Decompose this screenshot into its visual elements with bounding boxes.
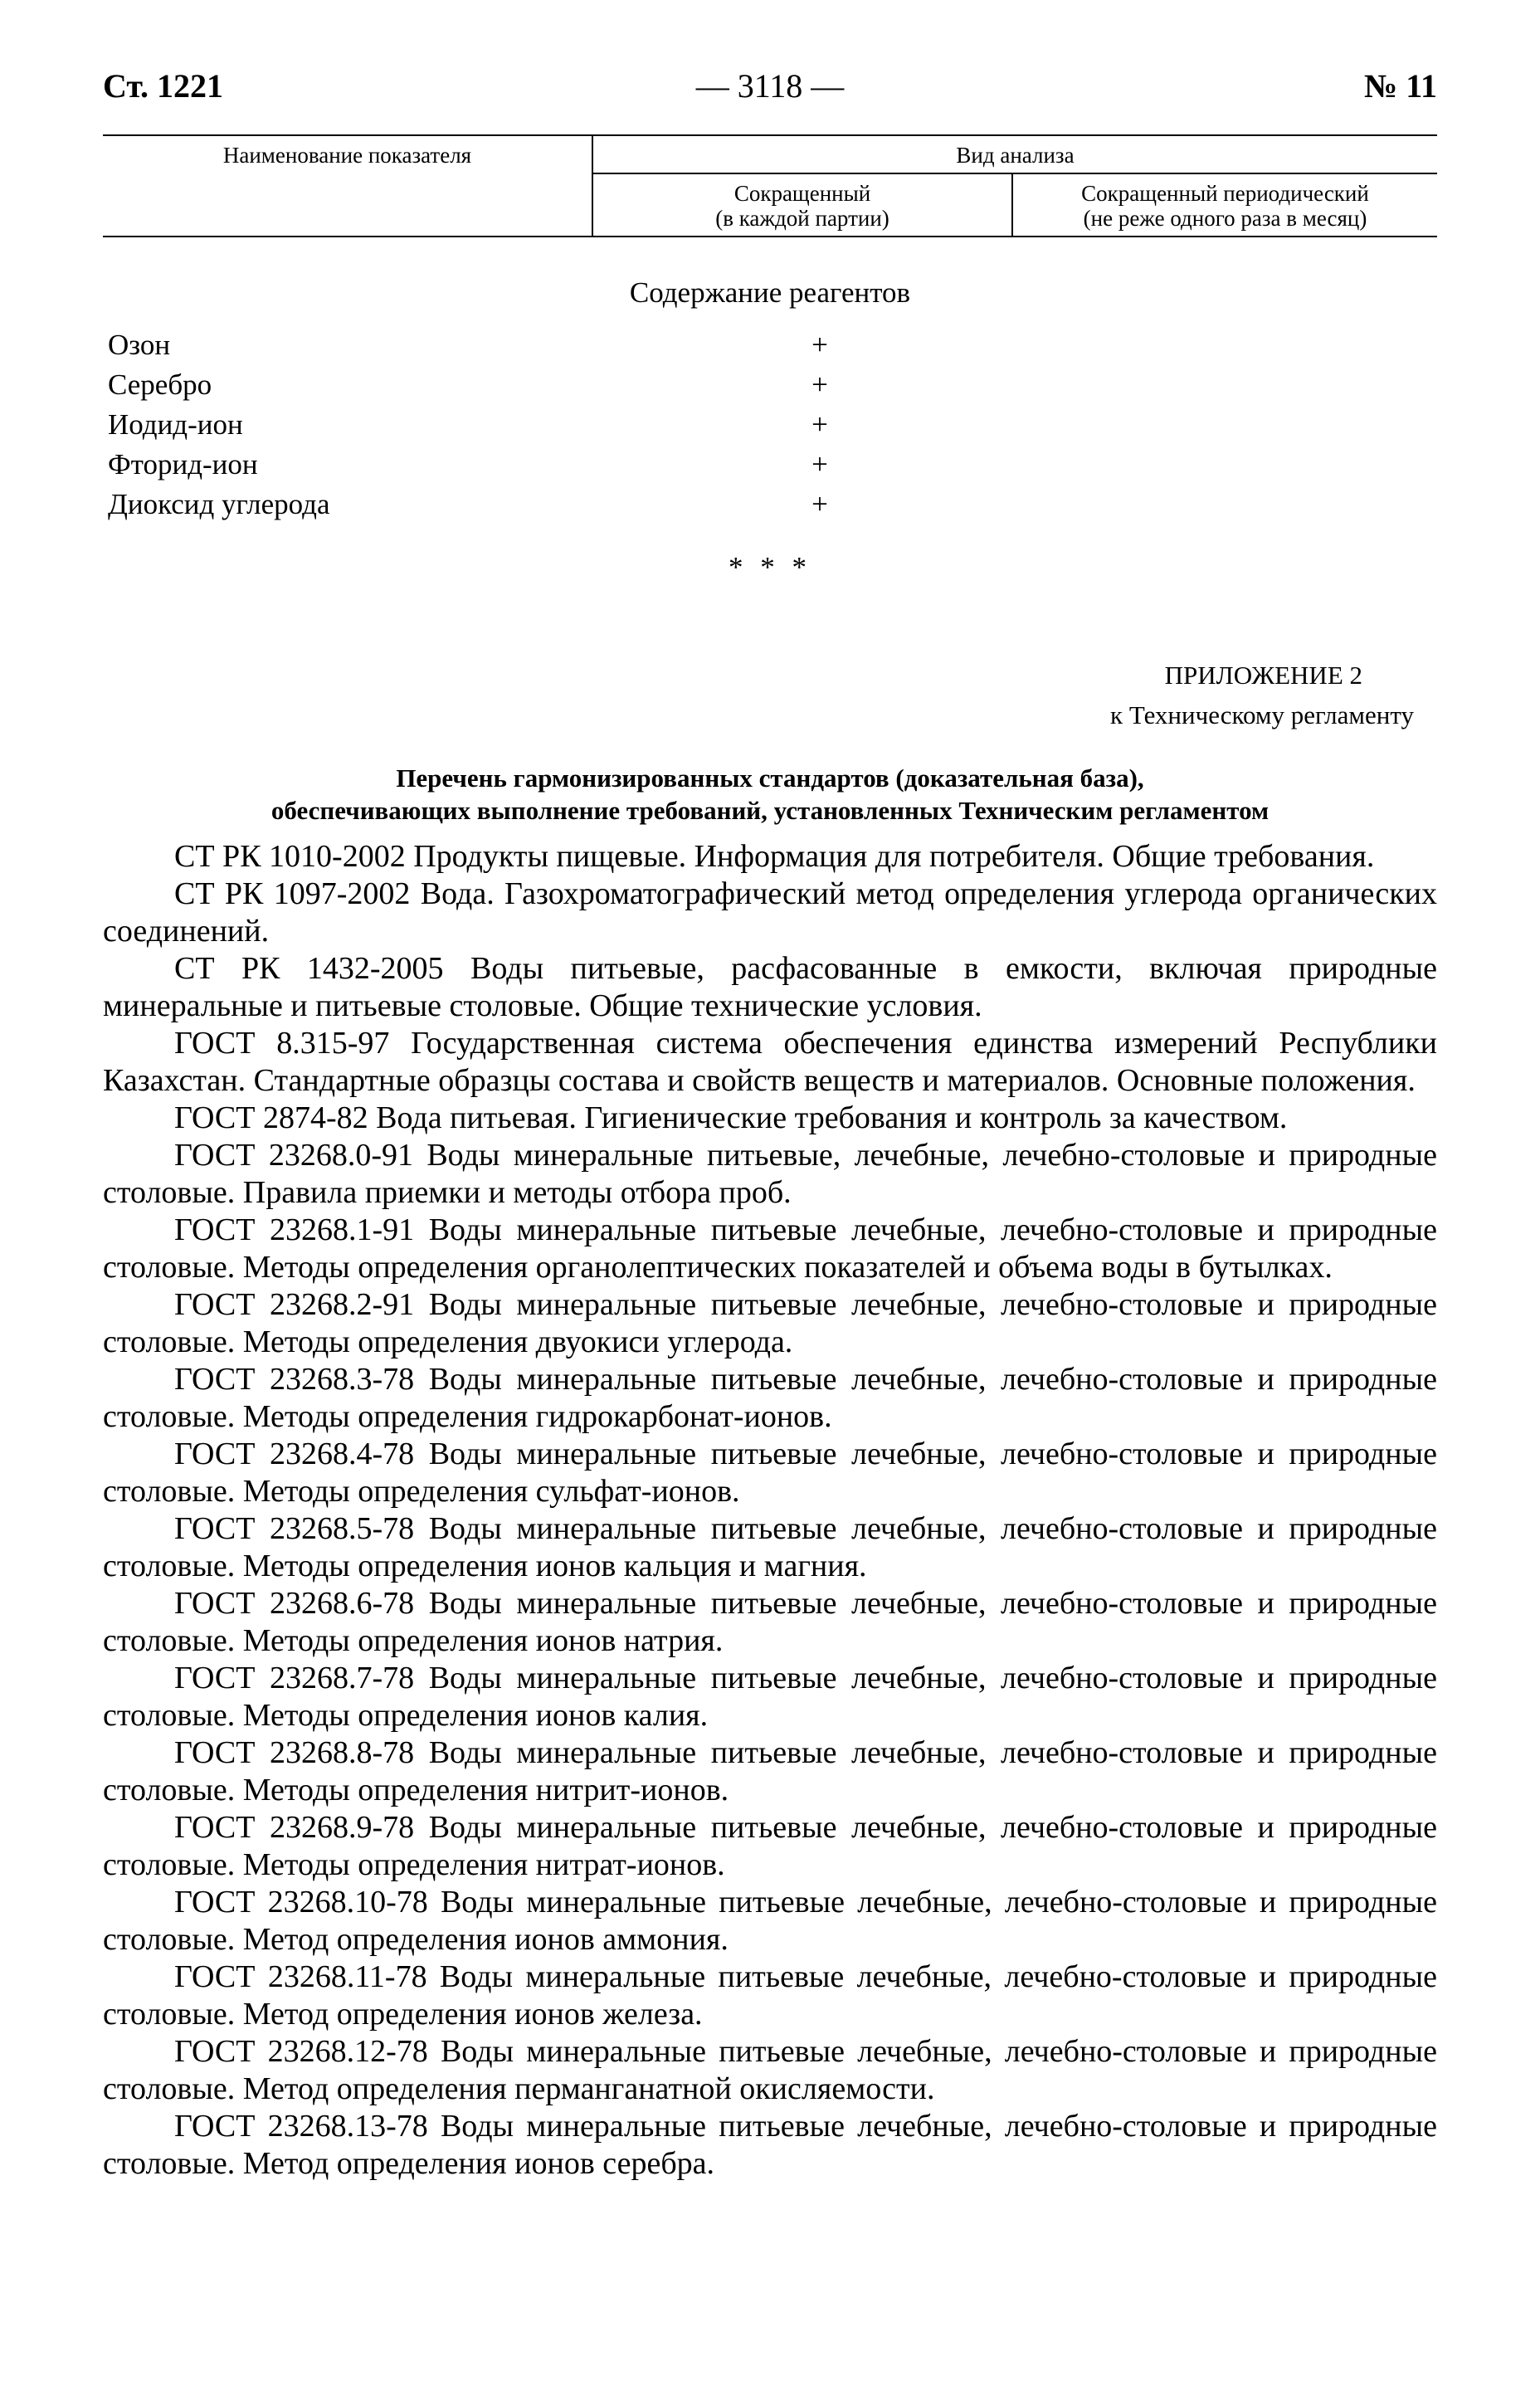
section-separator: * * *: [729, 551, 811, 583]
periodic-analysis-header: Сокращенный периодический (не реже одного раза в месяц): [1012, 173, 1437, 237]
list-item: [108, 445, 1270, 485]
list-item: ГОСТ 23268.8-78 Воды минеральные питьевые лечебные, лечебно-столовые и природные столовые. Методы определения нитрит-ионов.: [103, 1735, 1437, 1807]
list-item: ГОСТ 2874-82 Вода питьевая. Гигиенические требования и контроль за качеством.: [174, 1100, 1288, 1135]
list-item: ГОСТ 23268.0-91 Воды минеральные питьевые, лечебные, лечебно-столовые и природные столовые. Правила приемки и методы отбора проб.: [103, 1138, 1437, 1210]
list-item: ГОСТ 23268.7-78 Воды минеральные питьевые лечебные, лечебно-столовые и природные столовые. Методы определения ионов калия.: [103, 1661, 1437, 1733]
list-item: ГОСТ 23268.1-91 Воды минеральные питьевые лечебные, лечебно-столовые и природные столовые. Методы определения органолептических показателей и объема воды в бутылках.: [103, 1212, 1437, 1285]
reagent-name: Иодид-ион: [108, 408, 243, 441]
reagent-name: Озон: [108, 329, 171, 361]
reagent-name: Фторид-ион: [108, 448, 258, 480]
list-item: ГОСТ 23268.3-78 Воды минеральные питьевые лечебные, лечебно-столовые и природные столовые. Методы определения гидрокарбонат-ионов.: [103, 1362, 1437, 1434]
appendix-label: ПРИЛОЖЕНИЕ 2: [1164, 661, 1362, 690]
reagent-mark: +: [811, 368, 828, 401]
list-item: ГОСТ 23268.10-78 Воды минеральные питьевые лечебные, лечебно-столовые и природные столовые. Метод определения ионов аммония.: [103, 1885, 1437, 1957]
list-item: ГОСТ 23268.11-78 Воды минеральные питьевые лечебные, лечебно-столовые и природные столовые. Метод определения ионов железа.: [103, 1959, 1437, 2032]
reagents-list: [108, 325, 1270, 524]
list-item: [108, 485, 1270, 524]
list-item: СТ РК 1010-2002 Продукты пищевые. Информация для потребителя. Общие требования.: [174, 839, 1375, 874]
list-item: ГОСТ 23268.5-78 Воды минеральные питьевые лечебные, лечебно-столовые и природные столовые. Методы определения ионов кальция и магния.: [103, 1511, 1437, 1583]
reagent-name: Серебро: [108, 368, 212, 401]
appendix-subtitle: к Техническому регламенту: [1110, 700, 1414, 729]
list-item: ГОСТ 23268.6-78 Воды минеральные питьевые лечебные, лечебно-столовые и природные столовые. Методы определения ионов натрия.: [103, 1586, 1437, 1658]
reagent-name: Диоксид углерода: [108, 488, 330, 520]
appendix-heading: [1110, 656, 1414, 735]
list-item: [108, 325, 1270, 365]
reagent-mark: +: [811, 488, 828, 520]
page-number: — 3118 —: [695, 67, 845, 105]
indicator-column-header: Наименование показателя: [103, 135, 592, 237]
list-item: [108, 365, 1270, 405]
list-item: ГОСТ 23268.4-78 Воды минеральные питьевые лечебные, лечебно-столовые и природные столовые. Методы определения сульфат-ионов.: [103, 1437, 1437, 1509]
page-header: [103, 66, 1437, 116]
reagents-section-title: Содержание реагентов: [629, 276, 911, 309]
article-number: Ст. 1221: [103, 67, 223, 105]
list-item: СТ РК 1097-2002 Вода. Газохроматографический метод определения углерода органических соединений.: [103, 876, 1437, 949]
list-item: [108, 405, 1270, 445]
standards-list: [103, 838, 1437, 2183]
document-page: [103, 0, 1437, 2400]
analysis-type-header: Вид анализа: [592, 135, 1437, 173]
analysis-table-header: [103, 134, 1437, 237]
reagent-mark: +: [811, 448, 828, 480]
list-item: ГОСТ 23268.12-78 Воды минеральные питьевые лечебные, лечебно-столовые и природные столовые. Метод определения перманганатной окисляемости.: [103, 2034, 1437, 2106]
short-analysis-header: Сокращенный (в каждой партии): [592, 173, 1012, 237]
list-item: ГОСТ 8.315-97 Государственная система обеспечения единства измерений Республики Казахстан. Стандартные образцы состава и свойств веществ и материалов. Основные положения.: [103, 1026, 1437, 1098]
list-item: ГОСТ 23268.13-78 Воды минеральные питьевые лечебные, лечебно-столовые и природные столовые. Метод определения ионов серебра.: [103, 2109, 1437, 2181]
list-item: ГОСТ 23268.2-91 Воды минеральные питьевые лечебные, лечебно-столовые и природные столовые. Методы определения двуокиси углерода.: [103, 1287, 1437, 1359]
reagent-mark: +: [811, 408, 828, 441]
issue-number: № 11: [1364, 67, 1437, 105]
list-item: СТ РК 1432-2005 Воды питьевые, расфасованные в емкости, включая природные минеральные и питьевые столовые. Общие технические условия.: [103, 951, 1437, 1023]
standards-list-title: Перечень гармонизированных стандартов (доказательная база), обеспечивающих выполнение требований, установленных Техническим регламентом: [270, 763, 1270, 825]
list-item: ГОСТ 23268.9-78 Воды минеральные питьевые лечебные, лечебно-столовые и природные столовые. Методы определения нитрат-ионов.: [103, 1810, 1437, 1882]
reagent-mark: +: [811, 329, 828, 361]
